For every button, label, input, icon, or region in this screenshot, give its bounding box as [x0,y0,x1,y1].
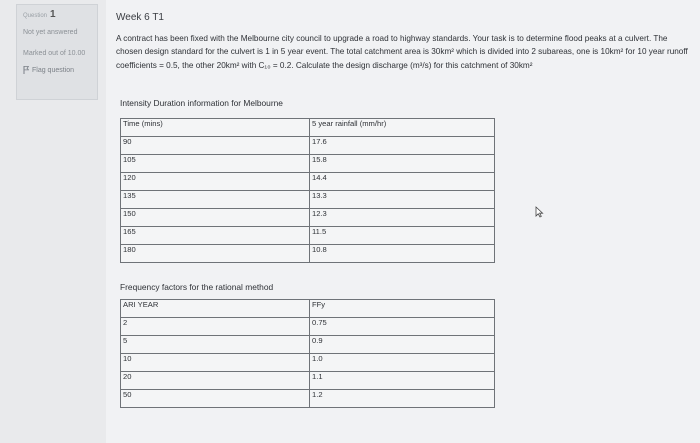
ifd-row-cell: 12.3 [310,209,495,227]
ifd-row-cell: 105 [121,155,310,173]
ff-row-cell: 0.75 [310,318,495,336]
ifd-row-cell: 180 [121,245,310,263]
ifd-row [121,245,495,263]
ff-row-cell: 2 [121,318,310,336]
question-info-panel [16,4,98,100]
frequency-factors-title: Frequency factors for the rational method [120,282,274,292]
ifd-row [121,209,495,227]
ff-row [121,318,495,336]
ifd-row-cell: 14.4 [310,173,495,191]
ff-row [121,336,495,354]
ff-row-header [121,300,495,318]
ff-row-cell: 1.2 [310,390,495,408]
ifd-row-cell: 135 [121,191,310,209]
ifd-row-cell: 120 [121,173,310,191]
question-label: Question [23,13,48,19]
ff-row-cell: 5 [121,336,310,354]
ifd-row-header-cell: 5 year rainfall (mm/hr) [310,119,495,137]
flag-icon [23,66,29,74]
ifd-row [121,173,495,191]
flag-question-link[interactable] [23,66,91,74]
ff-row-cell: 20 [121,372,310,390]
question-content [106,0,700,443]
frequency-factors-table [120,299,495,408]
marks-info: Marked out of 10.00 [23,50,86,57]
ifd-row [121,137,495,155]
problem-statement: A contract has been fixed with the Melbourne city council to upgrade a road to highway standards. Your task is to determine flood peaks at a culvert. The chosen design standard for the culvert is 1 in 5 year event. The total catchment area is 30km² which is divided into 2 subareas, one is 10km² for 10 year runoff coefficients = 0.5, the other 20km² with C₁₀ = 0.2. Calculate the design discharge (m³/s) for this catchment of 30km² [116,34,688,70]
ifd-row-header-cell: Time (mins) [121,119,310,137]
answer-status: Not yet answered [23,29,78,36]
ff-row-cell: 50 [121,390,310,408]
ifd-row-cell: 165 [121,227,310,245]
ifd-row [121,227,495,245]
ifd-table [120,118,495,263]
ifd-title: Intensity Duration information for Melbourne [120,98,283,108]
flag-question-label: Flag question [32,66,75,74]
ff-row-header-cell: FFy [310,300,495,318]
ifd-row-cell: 13.3 [310,191,495,209]
ff-row [121,354,495,372]
ff-row [121,372,495,390]
week-title: Week 6 T1 [116,12,164,23]
ff-row-cell: 1.0 [310,354,495,372]
ifd-row-cell: 150 [121,209,310,227]
ff-row-header-cell: ARI YEAR [121,300,310,318]
mouse-cursor-icon [535,206,544,218]
ifd-row-header [121,119,495,137]
ifd-row-cell: 15.8 [310,155,495,173]
question-number: 1 [50,9,56,20]
ifd-row-cell: 11.5 [310,227,495,245]
ifd-row-cell: 17.6 [310,137,495,155]
ifd-row [121,155,495,173]
ff-row-cell: 1.1 [310,372,495,390]
ff-row-cell: 0.9 [310,336,495,354]
ifd-row [121,191,495,209]
ff-row-cell: 10 [121,354,310,372]
ifd-row-cell: 90 [121,137,310,155]
ff-row [121,390,495,408]
ifd-row-cell: 10.8 [310,245,495,263]
question-heading [23,9,91,20]
